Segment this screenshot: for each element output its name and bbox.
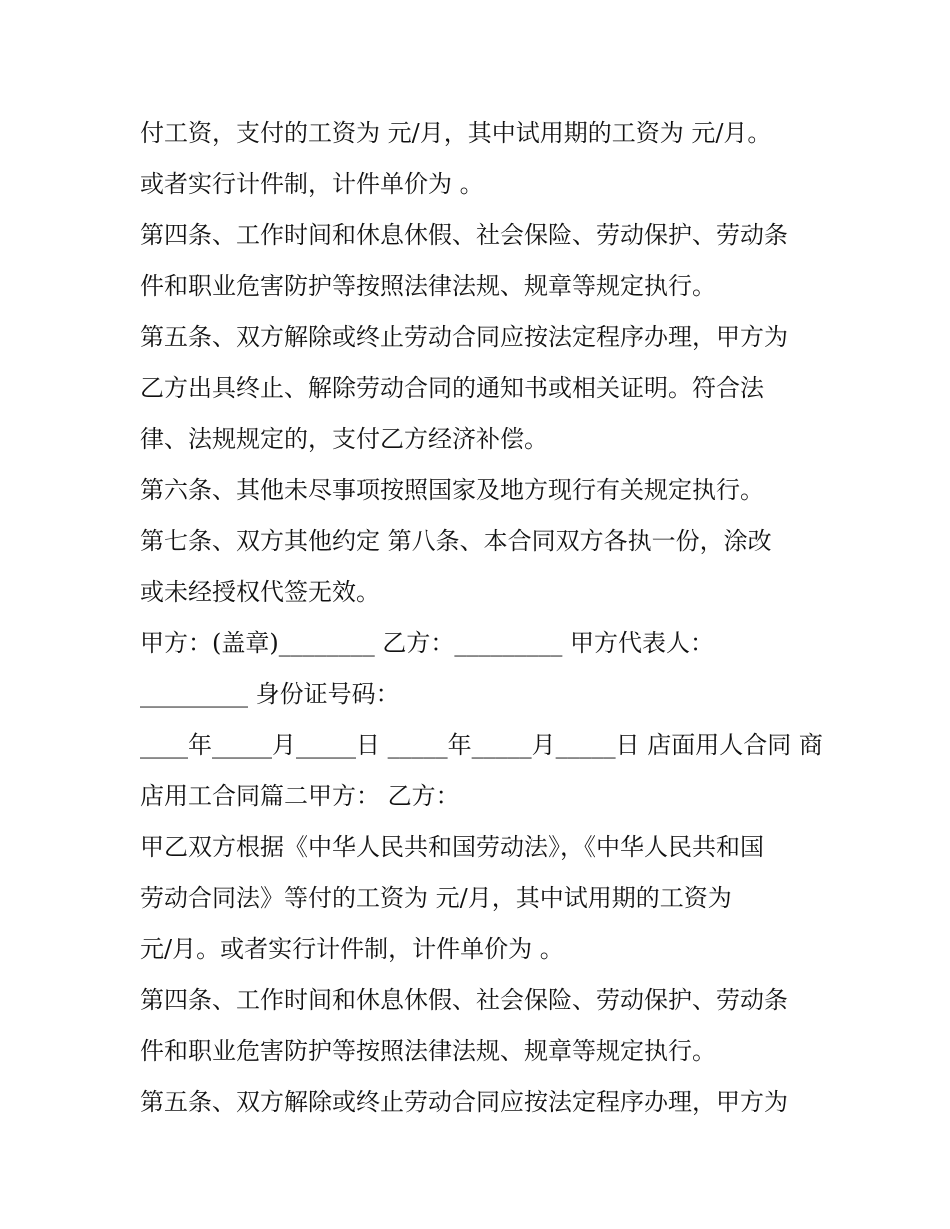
signature-line: 甲方：(盖章)________ 乙方：_________ 甲方代表人： [140,629,714,657]
text-line: 或者实行计件制，计件单价为 。 [140,170,484,198]
text-line: 件和职业危害防护等按照法律法规、规章等规定执行。 [140,272,716,300]
text-line: 付工资，支付的工资为 元/月，其中试用期的工资为 元/月。 [140,119,772,147]
text-line: 第六条、其他未尽事项按照国家及地方现行有关规定执行。 [140,476,764,504]
text-line: 第五条、双方解除或终止劳动合同应按法定程序办理，甲方为 [140,323,788,351]
text-line: 甲乙双方根据《中华人民共和国劳动法》，《中华人民共和国 [140,833,764,861]
text-line: 乙方出具终止、解除劳动合同的通知书或相关证明。符合法 [140,374,764,402]
text-line: 元/月。或者实行计件制，计件单价为 。 [140,935,564,963]
text-line: 第七条、双方其他约定 第八条、本合同双方各执一份，涂改 [140,527,772,555]
text-line: 律、法规规定的，支付乙方经济补偿。 [140,425,548,453]
date-line: ____年_____月_____日 _____年_____月_____日 店面用人合同 商 [140,731,823,759]
text-line: 第四条、工作时间和休息休假、社会保险、劳动保护、劳动条 [140,986,788,1014]
text-line: 劳动合同法》等付的工资为 元/月，其中试用期的工资为 [140,884,732,912]
text-line: 件和职业危害防护等按照法律法规、规章等规定执行。 [140,1037,716,1065]
text-line: 第五条、双方解除或终止劳动合同应按法定程序办理，甲方为 [140,1088,788,1116]
id-number-line: _________ 身份证号码： [140,680,400,708]
text-line: 或未经授权代签无效。 [140,578,380,606]
text-line: 店用工合同篇二甲方： 乙方： [140,782,460,810]
text-line: 第四条、工作时间和休息休假、社会保险、劳动保护、劳动条 [140,221,788,249]
document-body [140,108,830,1128]
